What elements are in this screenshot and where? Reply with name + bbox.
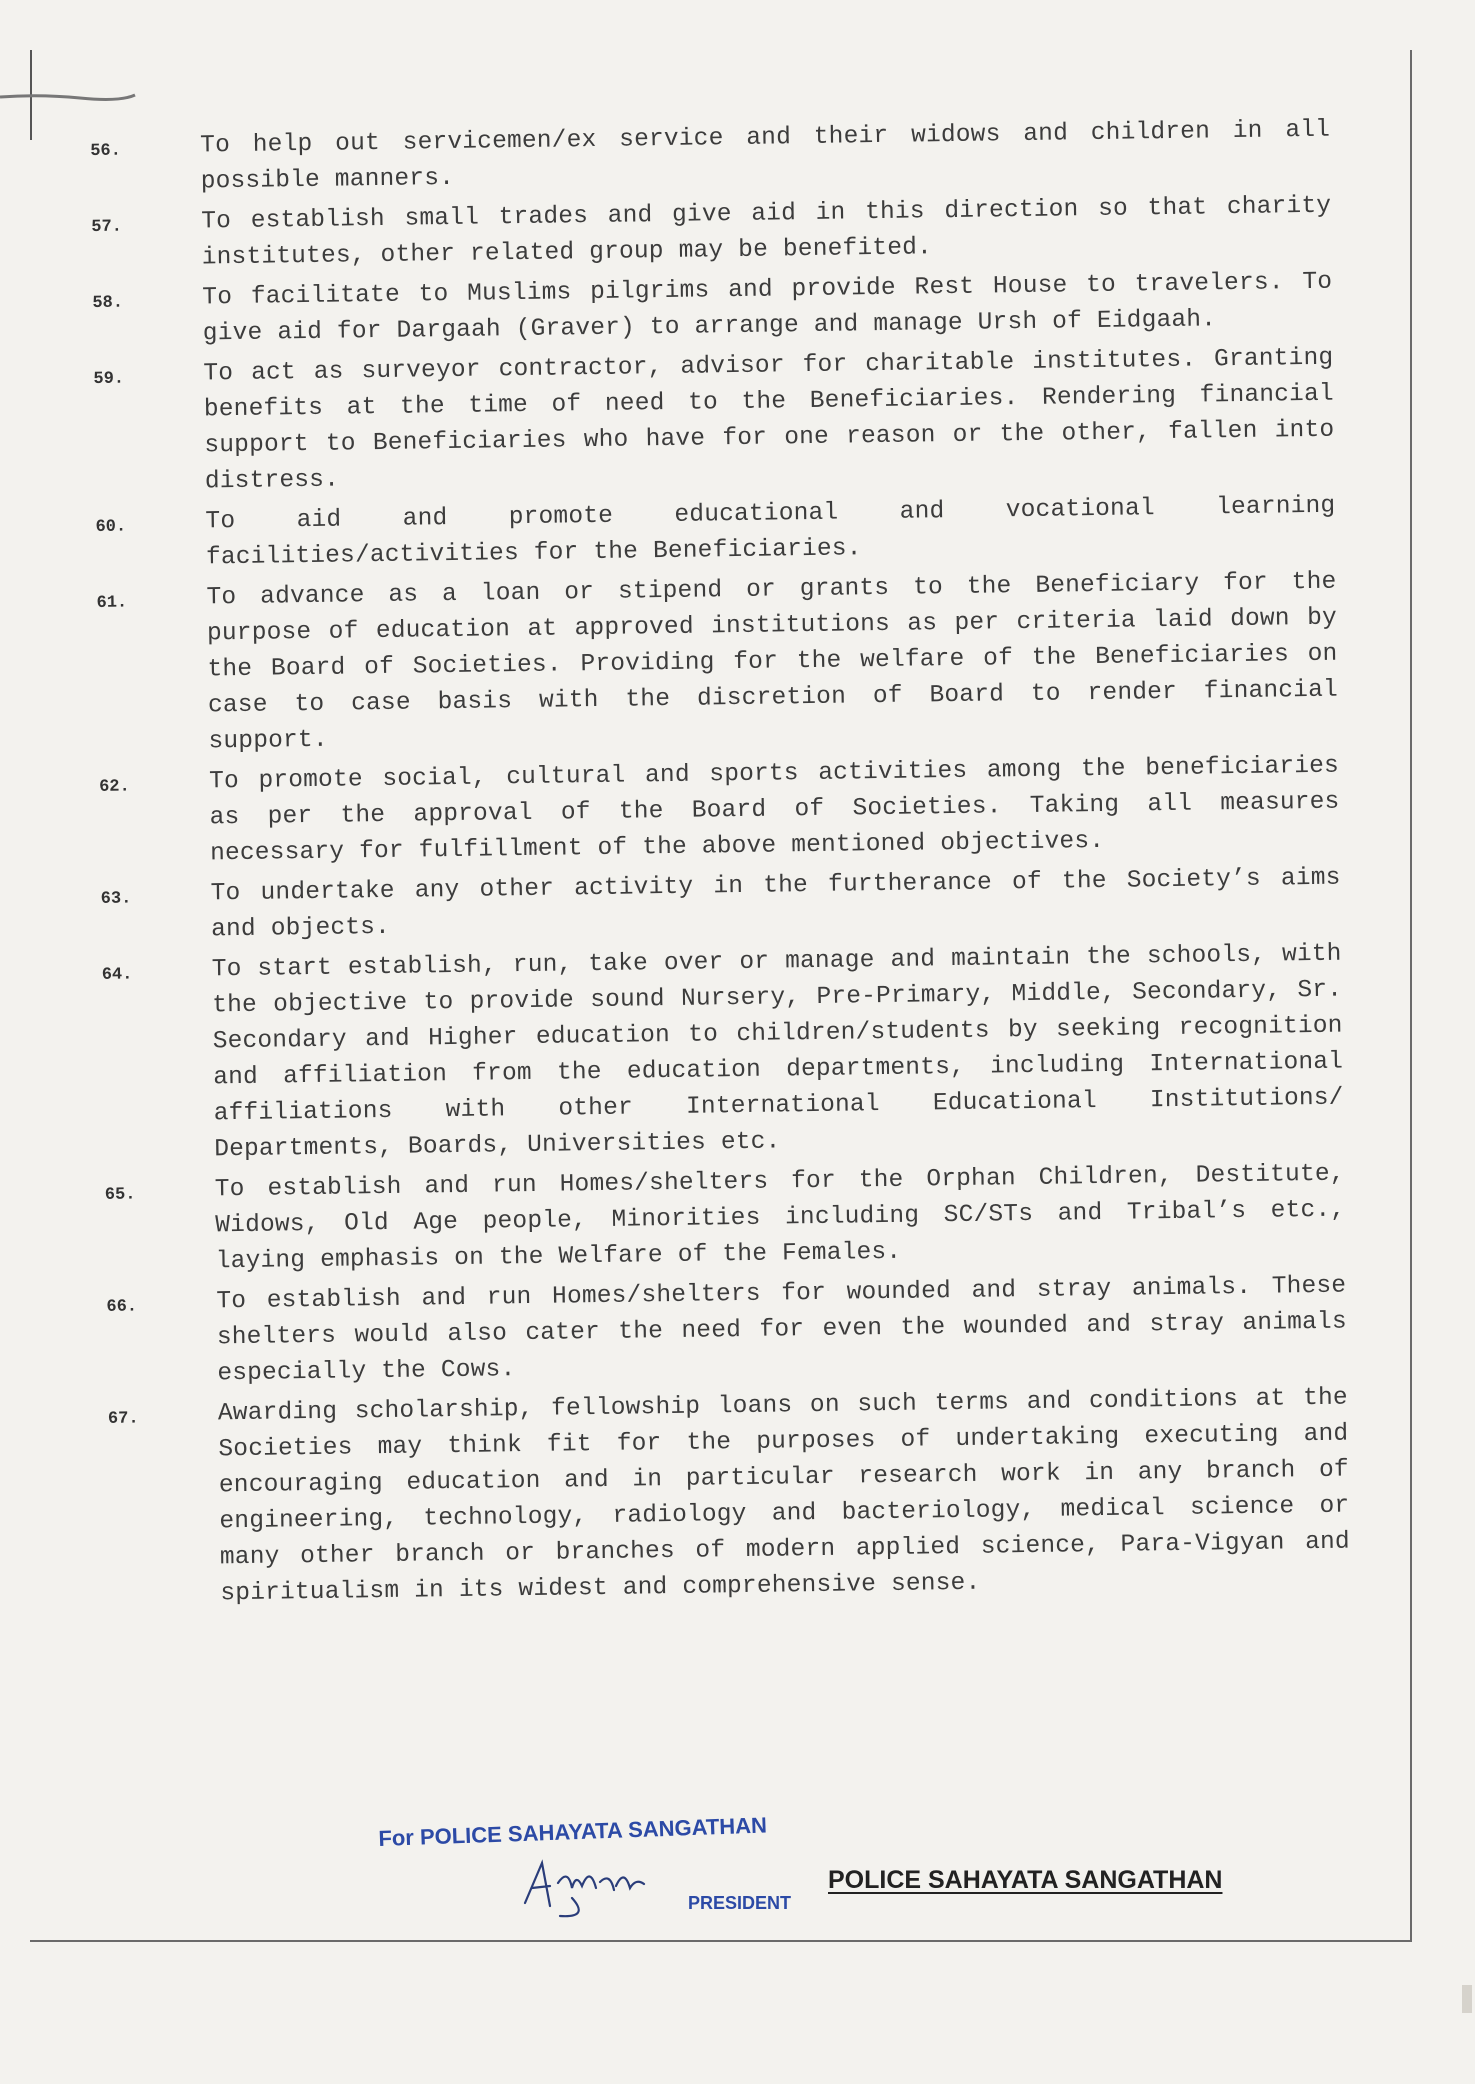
clause-number: 61. [96, 593, 128, 613]
clause-text: Awarding scholarship, fellowship loans on such terms and conditions at the Societies may think fit for the purposes of undertaking executing and encouraging education and in particular research work in any branch of engineering, technology, radiology and bacteriology, medical science or many other branch or branches of modern applied science, Para-Vigyan and spiritualism in its widest and comprehensive sense. [217, 1384, 1351, 1608]
clause-number: 66. [106, 1297, 138, 1317]
clause-list [90, 113, 1351, 1618]
clause-text: To advance as a loan or stipend or grants to the Beneficiary for the purpose of education at approved institutions as per criteria laid down by the Board of Societies. Providing for the welfare of the Beneficiaries on case to case basis with the discretion of Board to render financial support. [206, 568, 1339, 756]
clause-number: 62. [99, 777, 130, 797]
clause-number: 57. [91, 217, 123, 237]
clause-58 [92, 265, 1333, 354]
clause-59 [93, 341, 1335, 502]
clause-60 [95, 489, 1336, 578]
clause-number: 59. [93, 369, 125, 389]
clause-text: To establish and run Homes/shelters for wounded and stray animals. These shelters would also cater the need for even the wounded and stray animals especially the Cows. [216, 1272, 1347, 1388]
clause-number: 56. [90, 141, 122, 161]
clause-text: To promote social, cultural and sports activities among the beneficiaries as per the approval of the Board of Societies. Taking all measures necessary for fulfillment of the above mentioned objectives. [208, 752, 1340, 868]
clause-text: To start establish, run, take over or manage and maintain the schools, with the objective to provide sound Nursery, Pre-Primary, Middle, Secondary, Sr. Secondary and Higher education to children/students by seeking recognition and affiliation from the education departments, including International affiliations with other International Educational Institutions/ Departments, Boards, Universities etc. [211, 940, 1344, 1164]
clause-61 [96, 565, 1338, 762]
stamp-president-title: PRESIDENT [688, 1893, 792, 1913]
clause-63 [100, 861, 1341, 950]
clause-number: 67. [107, 1409, 139, 1429]
clause-text: To help out servicemen/ex service and their widows and children in all possible manners. [200, 116, 1331, 196]
clause-number: 65. [104, 1185, 136, 1205]
clause-65 [105, 1157, 1346, 1282]
clause-number: 63. [100, 889, 132, 909]
stamp-for-org: For POLICE SAHAYATA SANGATHAN [378, 1812, 768, 1851]
clause-64 [102, 937, 1345, 1170]
clause-67 [108, 1381, 1351, 1614]
organization-name: POLICE SAHAYATA SANGATHAN [828, 1866, 1223, 1894]
clause-62 [99, 749, 1340, 874]
clause-number: 64. [101, 965, 133, 985]
clause-57 [91, 189, 1332, 278]
handwritten-signature [520, 1848, 650, 1918]
clause-text: To aid and promote educational and vocational learning facilities/activities for the Beneficiaries. [205, 492, 1336, 572]
clause-66 [106, 1269, 1347, 1394]
clause-number: 60. [95, 517, 127, 537]
clause-text: To establish and run Homes/shelters for the Orphan Children, Destitute, Widows, Old Age people, Minorities including SC/STs and Tribal’s etc., laying emphasis on the Welfare of the Females. [214, 1160, 1346, 1276]
clause-text: To act as surveyor contractor, advisor for charitable institutes. Granting benefits at the time of need to the Beneficiaries. Rendering financial support to Beneficiaries who have for one reason or the other, fallen into distress. [203, 344, 1335, 496]
margin-scribble [0, 92, 140, 102]
clause-number: 58. [92, 293, 124, 313]
clause-text: To facilitate to Muslims pilgrims and provide Rest House to travelers. To give aid for Dargaah (Graver) to arrange and manage Ursh of Eidgaah. [202, 268, 1333, 348]
clause-text: To undertake any other activity in the furtherance of the Society’s aims and objects. [210, 864, 1341, 944]
scan-edge-mark [1462, 1985, 1472, 2013]
clause-text: To establish small trades and give aid in this direction so that charity institutes, other related group may be benefited. [201, 192, 1332, 272]
